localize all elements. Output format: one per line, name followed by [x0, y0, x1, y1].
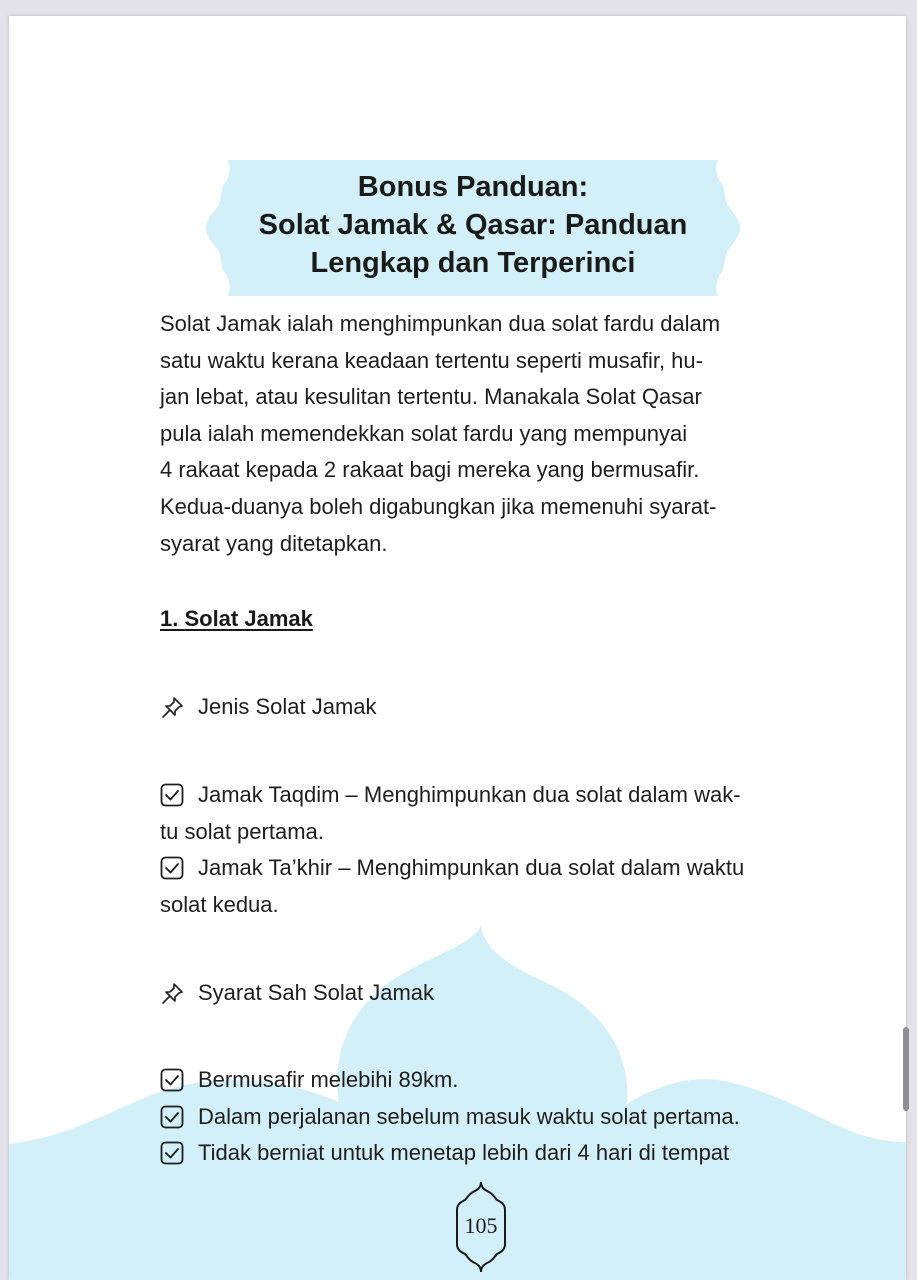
title-line: Solat Jamak & Qasar: Panduan — [258, 209, 688, 241]
checklist-text: Jamak Taqdim – Menghimpunkan dua solat dalam wak- — [198, 782, 741, 807]
document-page — [9, 16, 906, 1280]
subsection-title-text: Syarat Sah Solat Jamak — [198, 980, 435, 1005]
section-heading: 1. Solat Jamak — [160, 606, 313, 631]
subsection-title — [160, 980, 434, 1006]
title-line: Lengkap dan Terperinci — [310, 247, 636, 279]
paragraph-line: jan lebat, atau kesulitan tertentu. Manakala Solat Qasar — [160, 384, 702, 410]
paragraph-line: satu waktu kerana keadaan tertentu seperti musafir, hu- — [160, 347, 703, 373]
checkbox-icon[interactable] — [160, 1068, 184, 1092]
page-number: 105 — [464, 1213, 498, 1238]
pushpin-icon — [160, 695, 186, 719]
checklist-item — [160, 1104, 740, 1130]
checklist-text: Jamak Ta’khir – Menghimpunkan dua solat dalam waktu — [198, 855, 745, 880]
checklist-item — [160, 855, 744, 881]
checklist-item — [160, 1067, 458, 1093]
subsection-title — [160, 694, 377, 720]
checkbox-icon[interactable] — [160, 783, 184, 807]
paragraph-line: 4 rakaat kepada 2 rakaat bagi mereka yang bermusafir. — [160, 457, 700, 483]
checkbox-icon[interactable] — [160, 856, 184, 880]
checklist-item — [160, 1140, 729, 1166]
paragraph-line: Solat Jamak ialah menghimpunkan dua solat fardu dalam — [160, 311, 721, 336]
checklist-text: solat kedua. — [160, 892, 279, 917]
subsection-title-text: Jenis Solat Jamak — [198, 694, 377, 719]
checklist-text: tu solat pertama. — [160, 819, 324, 844]
paragraph-line: Kedua-duanya boleh digabungkan jika memenuhi syarat- — [160, 493, 717, 519]
checkbox-icon[interactable] — [160, 1141, 184, 1165]
paragraph-line: syarat yang ditetapkan. — [160, 530, 388, 556]
pushpin-icon — [160, 981, 186, 1005]
checklist-item-continued — [160, 892, 279, 918]
checkbox-icon[interactable] — [160, 1105, 184, 1129]
page-title — [206, 168, 740, 282]
vertical-scrollbar[interactable] — [903, 1027, 909, 1111]
page-number-badge — [453, 1180, 509, 1274]
paragraph-line: pula ialah memendekkan solat fardu yang mempunyai — [160, 420, 688, 446]
title-line: Bonus Panduan: — [357, 171, 589, 203]
checklist-text: Tidak berniat untuk menetap lebih dari 4 hari di tempat — [198, 1140, 730, 1165]
checklist-text: Bermusafir melebihi 89km. — [198, 1067, 459, 1092]
checklist-text: Dalam perjalanan sebelum masuk waktu solat pertama. — [198, 1104, 740, 1129]
intro-paragraph — [160, 306, 800, 562]
checklist-item — [160, 782, 741, 808]
title-banner — [206, 160, 740, 296]
checklist-item-continued — [160, 819, 324, 845]
